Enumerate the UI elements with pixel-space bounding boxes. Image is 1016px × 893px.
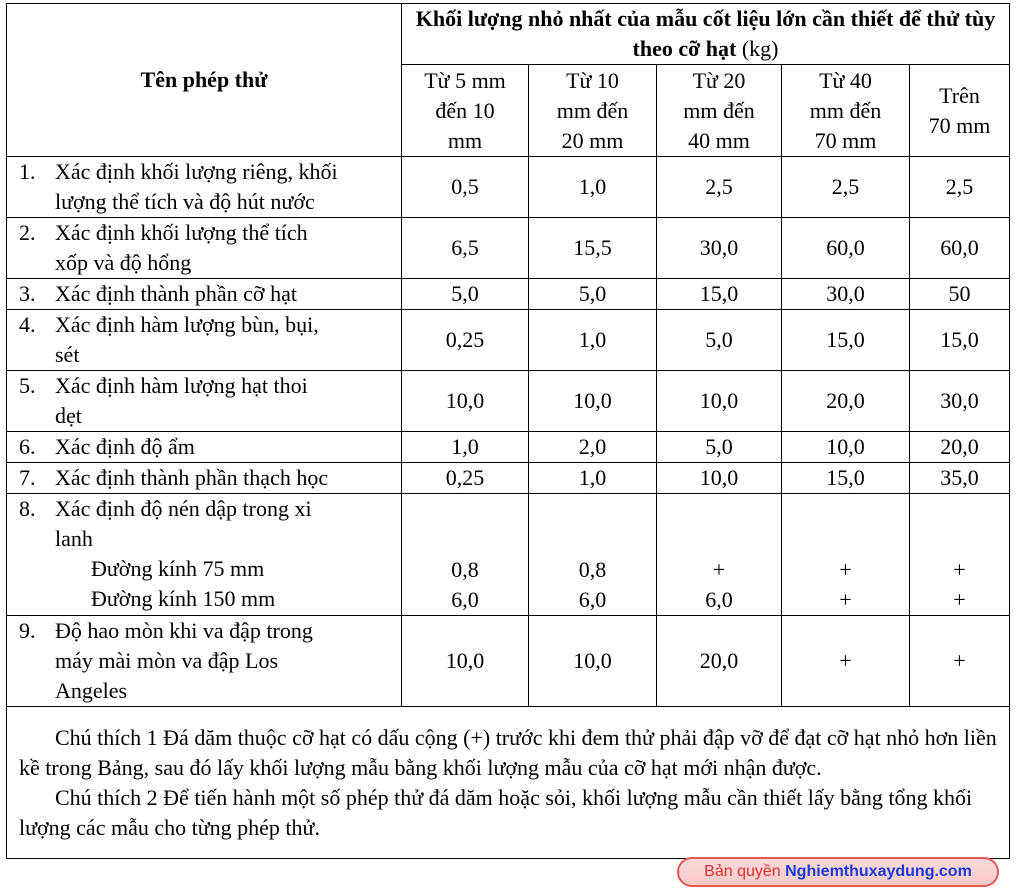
value-cell: 0,25 [402, 463, 529, 494]
value-cell: 20,0 [910, 432, 1010, 463]
test-name-cell: 7. Xác định thành phần thạch học [7, 463, 402, 494]
value-cell: 60,0 [782, 218, 910, 279]
notes-row [7, 707, 1010, 859]
value-cell: 2,0 [529, 432, 657, 463]
value-cell: 5,0 [657, 432, 782, 463]
test-name-header: Tên phép thử [7, 4, 402, 157]
sample-mass-table [6, 3, 1010, 859]
value-cell: 10,0 [529, 371, 657, 432]
value-cell: 30,0 [910, 371, 1010, 432]
sub-label-150: Đường kính 150 mm [91, 586, 276, 611]
table-row [7, 157, 1010, 218]
note-1: Chú thích 1 Đá dăm thuộc cỡ hạt có dấu cộng (+) trước khi đem thử phải đập vỡ để đạt cỡ hạt nhỏ hơn liền kề trong Bảng, sau đó lấy khối lượng mẫu bằng khối lượng mẫu của cỡ hạt mới nhận được. [19, 724, 997, 780]
value-cell: 10,0 [402, 371, 529, 432]
value-cell: 10,0 [529, 616, 657, 707]
note-2: Chú thích 2 Để tiến hành một số phép thử đá dăm hoặc sỏi, khối lượng mẫu cần thiết lấy bằng tổng khối lượng các mẫu cho từng phép thử. [19, 784, 973, 840]
value-cell: 15,0 [657, 279, 782, 310]
value-cell: 2,5 [782, 157, 910, 218]
value-cell: 50 [910, 279, 1010, 310]
copyright-label: Bản quyền [704, 863, 786, 880]
value-cell: + [910, 616, 1010, 707]
value-cell: 0,8 6,0 [529, 494, 657, 616]
test-name-cell: 2. Xác định khối lượng thể tích xốp và độ hổng [7, 218, 402, 279]
value-cell: 30,0 [657, 218, 782, 279]
table-row [7, 218, 1010, 279]
test-name-cell: 4. Xác định hàm lượng bùn, bụi, sét [7, 310, 402, 371]
value-cell: 20,0 [657, 616, 782, 707]
test-name-cell: 3. Xác định thành phần cỡ hạt [7, 279, 402, 310]
value-cell: + + [782, 494, 910, 616]
table-row-8 [7, 494, 1010, 616]
size-header-over-70: Trên 70 mm [910, 65, 1010, 157]
sub-label-75: Đường kính 75 mm [91, 556, 265, 581]
size-header-20-40: Từ 20 mm đến 40 mm [657, 65, 782, 157]
value-cell: + 6,0 [657, 494, 782, 616]
table-row [7, 279, 1010, 310]
size-header-5-10: Từ 5 mm đến 10 mm [402, 65, 529, 157]
table-row [7, 371, 1010, 432]
test-name-cell: 8. Xác định độ nén dập trong xi lanh Đường kính 75 mm Đường kính 150 mm [7, 494, 402, 616]
value-cell: 10,0 [657, 371, 782, 432]
value-cell: 10,0 [402, 616, 529, 707]
value-cell: 1,0 [529, 463, 657, 494]
value-cell: 6,5 [402, 218, 529, 279]
value-cell: 2,5 [910, 157, 1010, 218]
value-cell: 1,0 [529, 310, 657, 371]
value-cell: 0,5 [402, 157, 529, 218]
value-cell: 5,0 [402, 279, 529, 310]
value-cell: 15,0 [782, 310, 910, 371]
notes-cell [7, 707, 1010, 859]
value-cell: 15,0 [782, 463, 910, 494]
value-cell: 5,0 [657, 310, 782, 371]
value-cell: 0,25 [402, 310, 529, 371]
value-cell: 1,0 [529, 157, 657, 218]
test-name-cell: 5. Xác định hàm lượng hạt thoi dẹt [7, 371, 402, 432]
copyright-badge[interactable] [677, 857, 999, 887]
test-name-cell: 6. Xác định độ ẩm [7, 432, 402, 463]
size-header-10-20: Từ 10 mm đến 20 mm [529, 65, 657, 157]
size-header-40-70: Từ 40 mm đến 70 mm [782, 65, 910, 157]
value-cell: + [782, 616, 910, 707]
group-unit: (kg) [736, 36, 779, 61]
value-cell: 15,0 [910, 310, 1010, 371]
value-cell: 60,0 [910, 218, 1010, 279]
value-cell: 35,0 [910, 463, 1010, 494]
value-cell: 2,5 [657, 157, 782, 218]
value-cell: 1,0 [402, 432, 529, 463]
test-name-cell: 1. Xác định khối lượng riêng, khối lượng thể tích và độ hút nước [7, 157, 402, 218]
value-cell: 10,0 [782, 432, 910, 463]
test-name-cell: 9. Độ hao mòn khi va đập trong máy mài mòn va đập Los Angeles [7, 616, 402, 707]
table-row [7, 432, 1010, 463]
value-cell: 10,0 [657, 463, 782, 494]
value-cell: 0,8 6,0 [402, 494, 529, 616]
table-row [7, 310, 1010, 371]
value-cell: 5,0 [529, 279, 657, 310]
mass-group-header [402, 4, 1010, 65]
value-cell: + + [910, 494, 1010, 616]
copyright-site-link[interactable]: Nghiemthuxaydung.com [785, 863, 972, 880]
value-cell: 30,0 [782, 279, 910, 310]
value-cell: 15,5 [529, 218, 657, 279]
table-row [7, 463, 1010, 494]
table-row-9 [7, 616, 1010, 707]
value-cell: 20,0 [782, 371, 910, 432]
group-title: Khối lượng nhỏ nhất của mẫu cốt liệu lớn cần thiết để thử tùy theo cỡ hạt [415, 6, 996, 61]
